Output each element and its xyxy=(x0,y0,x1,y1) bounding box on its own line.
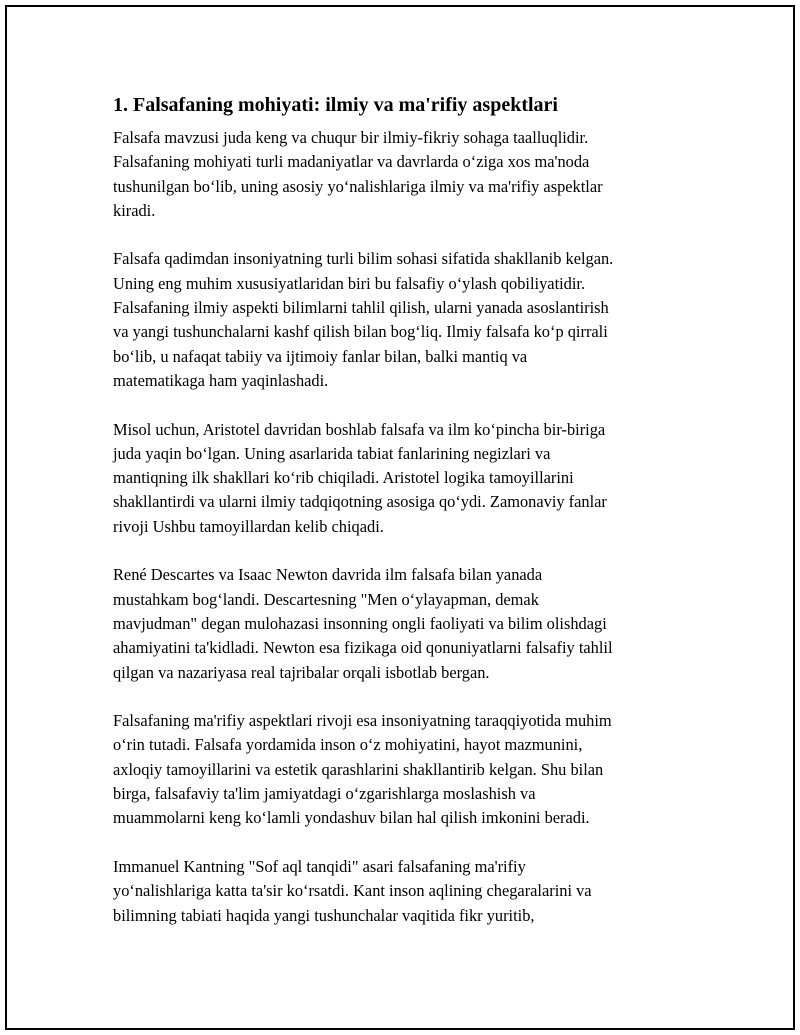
paragraph-line: ahamiyatini ta'kidladi. Newton esa fizikaga oid qonuniyatlarni falsafiy tahlil xyxy=(113,638,613,658)
paragraph-line: o‘rin tutadi. Falsafa yordamida inson o‘z mohiyatini, hayot mazmunini, xyxy=(113,735,583,755)
paragraph-line: Falsafaning mohiyati turli madaniyatlar va davrlarda o‘ziga xos ma'noda xyxy=(113,152,590,172)
paragraph-line: Falsafa mavzusi juda keng va chuqur bir ilmiy-fikriy sohaga taalluqlidir. xyxy=(113,128,589,147)
paragraph-line: bilimning tabiati haqida yangi tushunchalar vaqitida fikr yuritib, xyxy=(113,905,535,925)
paragraph-line: matematikaga ham yaqinlashadi. xyxy=(113,370,329,390)
paragraph-line: Falsafaning ma'rifiy aspektlari rivoji esa insoniyatning taraqqiyotida muhim xyxy=(113,711,612,731)
paragraph-line: shakllantirdi va ularni ilmiy tadqiqotning asosiga qo‘ydi. Zamonaviy fanlar xyxy=(113,492,607,512)
paragraph-line: mavjudman" degan mulohazasi insonning ongli faoliyati va bilim olishdagi xyxy=(113,613,607,633)
paragraph-1 xyxy=(113,126,683,223)
paragraph-5 xyxy=(113,709,683,830)
document-body xyxy=(113,92,683,952)
paragraph-line: René Descartes va Isaac Newton davrida ilm falsafa bilan yanada xyxy=(113,565,543,585)
paragraph-line: yo‘nalishlariga katta ta'sir ko‘rsatdi. Kant inson aqlining chegaralarini va xyxy=(113,881,592,901)
paragraph-line: va yangi tushunchalarni kashf qilish bilan bog‘liq. Ilmiy falsafa ko‘p qirrali xyxy=(113,322,608,342)
paragraph-line: Uning eng muhim xususiyatlaridan biri bu falsafiy o‘ylash qobiliyatidir. xyxy=(113,273,586,293)
paragraph-2 xyxy=(113,247,683,393)
paragraph-6 xyxy=(113,855,683,928)
paragraph-line: kiradi. xyxy=(113,200,156,220)
paragraph-line: bo‘lib, u nafaqat tabiiy va ijtimoiy fanlar bilan, balki mantiq va xyxy=(113,346,528,366)
paragraph-line: Falsafa qadimdan insoniyatning turli bilim sohasi sifatida shakllanib kelgan. xyxy=(113,249,614,269)
paragraph-line: qilgan va nazariyasa real tajribalar orqali isbotlab bergan. xyxy=(113,662,490,682)
paragraph-line: tushunilgan bo‘lib, uning asosiy yo‘nalishlariga ilmiy va ma'rifiy aspektlar xyxy=(113,176,603,196)
paragraph-line: axloqiy tamoyillarini va estetik qarashlarini shakllantirib kelgan. Shu bilan xyxy=(113,759,604,779)
paragraph-line: mustahkam bog‘landi. Descartesning "Men o‘ylayapman, demak xyxy=(113,589,539,609)
paragraph-line: juda yaqin bo‘lgan. Uning asarlarida tabiat fanlarining negizlari va xyxy=(113,443,551,463)
paragraph-4 xyxy=(113,563,683,684)
paragraph-line: Immanuel Kantning "Sof aql tanqidi" asari falsafaning ma'rifiy xyxy=(113,856,526,876)
paragraph-line: rivoji Ushbu tamoyillardan kelib chiqadi. xyxy=(113,516,384,536)
paragraph-line: birga, falsafaviy ta'lim jamiyatdagi o‘zgarishlarga moslashish va xyxy=(113,784,536,804)
section-heading: 1. Falsafaning mohiyati: ilmiy va ma'rifiy aspektlari xyxy=(113,94,558,116)
paragraph-3 xyxy=(113,418,683,539)
paragraph-line: mantiqning ilk shakllari ko‘rib chiqiladi. Aristotel logika tamoyillarini xyxy=(113,468,574,488)
paragraph-line: Falsafaning ilmiy aspekti bilimlarni tahlil qilish, ularni yanada asoslantirish xyxy=(113,298,609,318)
paragraph-line: Misol uchun, Aristotel davridan boshlab falsafa va ilm ko‘pincha bir-biriga xyxy=(113,419,606,439)
paragraph-line: muammolarni keng ko‘lamli yondashuv bilan hal qilish imkonini beradi. xyxy=(113,808,590,828)
